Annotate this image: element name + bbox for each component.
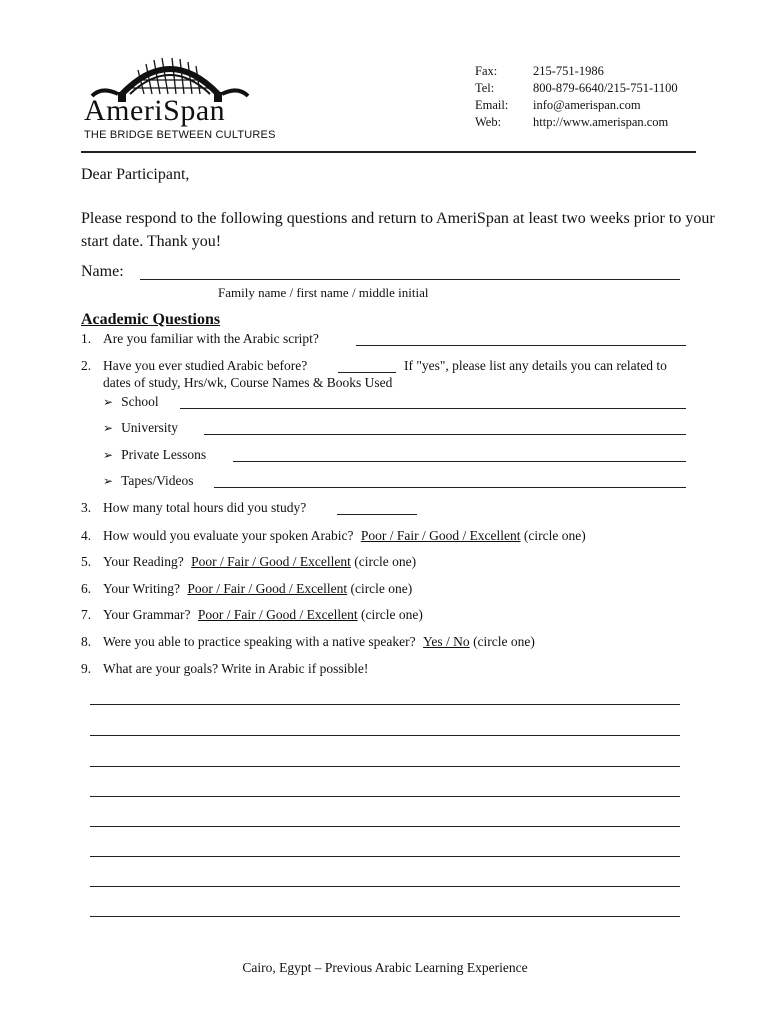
contact-block <box>475 63 678 131</box>
question-1 <box>81 331 319 347</box>
question-2 <box>81 358 307 374</box>
circle-one-hint: (circle one) <box>354 554 417 569</box>
contact-label: Email: <box>475 98 509 112</box>
q2-tapes-videos-line[interactable] <box>214 487 686 488</box>
goals-answer-line[interactable] <box>90 916 680 917</box>
brand-name: AmeriSpan <box>84 94 226 127</box>
rating-options[interactable]: Poor / Fair / Good / Excellent <box>197 607 358 622</box>
circle-one-hint: (circle one) <box>473 634 535 649</box>
question-5 <box>81 554 416 570</box>
contact-label: Fax: <box>475 64 498 78</box>
item-label: School <box>121 394 159 409</box>
question-number: 3. <box>81 500 92 515</box>
rating-options[interactable]: Poor / Fair / Good / Excellent <box>360 528 521 543</box>
contact-fax <box>475 63 678 80</box>
question-number: 4. <box>81 528 92 543</box>
question-number: 1. <box>81 331 92 346</box>
goals-answer-line[interactable] <box>90 796 680 797</box>
contact-label: Web: <box>475 115 502 129</box>
q2-item-private-lessons <box>103 447 206 463</box>
name-field-line[interactable] <box>140 279 680 280</box>
q1-answer-line[interactable] <box>356 345 686 346</box>
question-number: 2. <box>81 358 92 373</box>
q2-university-line[interactable] <box>204 434 686 435</box>
name-hint: Family name / first name / middle initial <box>218 285 429 300</box>
circle-one-hint: (circle one) <box>523 528 586 543</box>
question-8 <box>81 634 535 650</box>
goals-answer-line[interactable] <box>90 826 680 827</box>
q2-private-lessons-line[interactable] <box>233 461 686 462</box>
arrow-bullet-icon: ➢ <box>103 448 114 462</box>
section-title: Academic Questions <box>81 311 221 328</box>
q2-answer-line[interactable] <box>338 372 396 373</box>
goals-answer-line[interactable] <box>90 886 680 887</box>
arrow-bullet-icon: ➢ <box>103 474 114 488</box>
contact-label: Tel: <box>475 81 495 95</box>
question-6 <box>81 581 412 597</box>
question-text: Your Grammar? <box>103 607 191 622</box>
item-label: University <box>121 420 179 435</box>
rating-options[interactable]: Poor / Fair / Good / Excellent <box>187 581 348 596</box>
q2-item-school <box>103 394 159 410</box>
question-text: Are you familiar with the Arabic script? <box>103 331 319 346</box>
question-number: 9. <box>81 661 92 676</box>
intro-paragraph: Please respond to the following questions and return to AmeriSpan at least two weeks prior to your start date. Thank you! <box>81 210 715 250</box>
contact-value: info@amerispan.com <box>533 98 641 112</box>
circle-one-hint: (circle one) <box>360 607 423 622</box>
q2-item-university <box>103 420 178 436</box>
contact-value: 800-879-6640/215-751-1100 <box>533 81 678 95</box>
question-text: Your Writing? <box>103 581 180 596</box>
question-text: How many total hours did you study? <box>103 500 307 515</box>
question-text: Have you ever studied Arabic before? <box>103 358 308 373</box>
question-4 <box>81 528 586 544</box>
contact-tel <box>475 80 678 97</box>
q2-school-line[interactable] <box>180 408 686 409</box>
question-text: What are your goals? Write in Arabic if possible! <box>103 661 369 676</box>
rating-options[interactable]: Poor / Fair / Good / Excellent <box>191 554 351 569</box>
goals-answer-line[interactable] <box>90 766 680 767</box>
page-footer: Cairo, Egypt – Previous Arabic Learning Experience <box>242 960 528 975</box>
question-text: Your Reading? <box>103 554 184 569</box>
arrow-bullet-icon: ➢ <box>103 395 114 409</box>
goals-answer-line[interactable] <box>90 735 680 736</box>
yes-no-options[interactable]: Yes / No <box>423 634 470 649</box>
contact-email <box>475 97 678 114</box>
question-number: 6. <box>81 581 92 596</box>
question-3 <box>81 500 306 516</box>
goals-answer-line[interactable] <box>90 704 680 705</box>
greeting: Dear Participant, <box>81 166 190 183</box>
question-number: 7. <box>81 607 92 622</box>
header-divider <box>81 151 696 153</box>
question-7 <box>81 607 423 623</box>
name-label: Name: <box>81 263 124 280</box>
circle-one-hint: (circle one) <box>350 581 413 596</box>
arrow-bullet-icon: ➢ <box>103 421 114 435</box>
item-label: Tapes/Videos <box>121 473 194 488</box>
goals-answer-line[interactable] <box>90 856 680 857</box>
item-label: Private Lessons <box>121 447 207 462</box>
question-9 <box>81 661 368 677</box>
brand-tagline: THE BRIDGE BETWEEN CULTURES <box>84 129 276 141</box>
q2-item-tapes-videos <box>103 473 194 489</box>
contact-value: 215-751-1986 <box>533 64 604 78</box>
contact-web <box>475 114 678 131</box>
question-text: How would you evaluate your spoken Arabic? <box>103 528 354 543</box>
question-2-extra: If "yes", please list any details you can related to <box>404 358 667 373</box>
q3-answer-line[interactable] <box>337 514 417 515</box>
question-2-line2: dates of study, Hrs/wk, Course Names & Books Used <box>103 375 393 390</box>
question-number: 8. <box>81 634 92 649</box>
question-text: Were you able to practice speaking with a native speaker? <box>103 634 416 649</box>
contact-value: http://www.amerispan.com <box>533 115 669 129</box>
question-number: 5. <box>81 554 92 569</box>
